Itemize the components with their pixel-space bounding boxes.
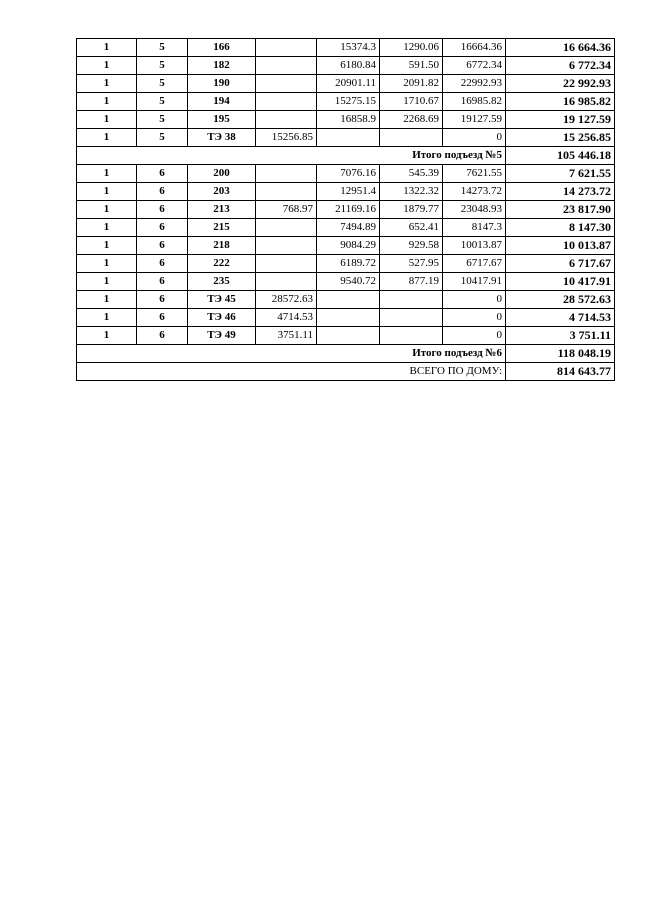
amount-due-cell: 22 992.93 [506,75,615,93]
debt-cell [256,273,317,291]
house-cell: 1 [77,237,137,255]
fee-cell: 1322.32 [380,183,443,201]
subtotal-entrance-6-value: 118 048.19 [506,345,615,363]
amount-due-cell: 8 147.30 [506,219,615,237]
subtotal-entrance-5-row [77,147,615,165]
table-row [77,183,615,201]
debt-cell [256,39,317,57]
apartment-cell: 166 [188,39,256,57]
billing-table-container [76,38,615,381]
amount-due-cell: 7 621.55 [506,165,615,183]
apartment-cell: 215 [188,219,256,237]
table-row [77,165,615,183]
charged-cell [317,309,380,327]
entrance-cell: 5 [137,93,188,111]
charged-cell: 9540.72 [317,273,380,291]
apartment-cell: 213 [188,201,256,219]
charged-cell: 21169.16 [317,201,380,219]
entrance-cell: 5 [137,111,188,129]
apartment-cell: 222 [188,255,256,273]
fee-cell: 652.41 [380,219,443,237]
total-cell: 14273.72 [443,183,506,201]
house-cell: 1 [77,309,137,327]
fee-cell: 2268.69 [380,111,443,129]
total-cell: 23048.93 [443,201,506,219]
entrance-cell: 6 [137,309,188,327]
entrance-cell: 6 [137,273,188,291]
fee-cell [380,309,443,327]
debt-cell: 28572.63 [256,291,317,309]
total-cell: 0 [443,129,506,147]
table-row [77,273,615,291]
charged-cell: 16858.9 [317,111,380,129]
charged-cell: 6180.84 [317,57,380,75]
grand-total-label: ВСЕГО ПО ДОМУ: [77,363,506,381]
subtotal-entrance-5-label: Итого подъезд №5 [77,147,506,165]
house-cell: 1 [77,201,137,219]
entrance-cell: 6 [137,255,188,273]
subtotal-entrance-6-label: Итого подъезд №6 [77,345,506,363]
total-cell: 16664.36 [443,39,506,57]
apartment-cell: 235 [188,273,256,291]
fee-cell: 877.19 [380,273,443,291]
table-row [77,93,615,111]
total-cell: 6772.34 [443,57,506,75]
total-cell: 0 [443,327,506,345]
apartment-cell: 203 [188,183,256,201]
charged-cell: 20901.11 [317,75,380,93]
table-row [77,237,615,255]
charged-cell: 15374.3 [317,39,380,57]
debt-cell: 15256.85 [256,129,317,147]
subtotal-entrance-5-value: 105 446.18 [506,147,615,165]
charged-cell [317,327,380,345]
house-cell: 1 [77,93,137,111]
apartment-cell: ТЭ 49 [188,327,256,345]
house-cell: 1 [77,39,137,57]
debt-cell [256,75,317,93]
table-row [77,309,615,327]
amount-due-cell: 23 817.90 [506,201,615,219]
apartment-cell: 200 [188,165,256,183]
subtotal-entrance-6-row [77,345,615,363]
amount-due-cell: 16 985.82 [506,93,615,111]
entrance-cell: 6 [137,327,188,345]
debt-cell [256,183,317,201]
charged-cell: 12951.4 [317,183,380,201]
debt-cell [256,57,317,75]
total-cell: 6717.67 [443,255,506,273]
debt-cell: 4714.53 [256,309,317,327]
house-cell: 1 [77,165,137,183]
fee-cell: 527.95 [380,255,443,273]
total-cell: 22992.93 [443,75,506,93]
grand-total-row [77,363,615,381]
apartment-cell: 182 [188,57,256,75]
house-cell: 1 [77,57,137,75]
billing-table-body [77,39,615,381]
fee-cell: 929.58 [380,237,443,255]
amount-due-cell: 10 417.91 [506,273,615,291]
debt-cell [256,93,317,111]
table-row [77,219,615,237]
table-row [77,111,615,129]
debt-cell [256,111,317,129]
table-row [77,255,615,273]
amount-due-cell: 16 664.36 [506,39,615,57]
house-cell: 1 [77,129,137,147]
entrance-cell: 5 [137,129,188,147]
house-cell: 1 [77,111,137,129]
fee-cell [380,327,443,345]
debt-cell: 768.97 [256,201,317,219]
table-row [77,129,615,147]
table-row [77,39,615,57]
entrance-cell: 5 [137,57,188,75]
house-cell: 1 [77,75,137,93]
entrance-cell: 6 [137,237,188,255]
entrance-cell: 6 [137,219,188,237]
total-cell: 19127.59 [443,111,506,129]
entrance-cell: 5 [137,75,188,93]
amount-due-cell: 28 572.63 [506,291,615,309]
amount-due-cell: 4 714.53 [506,309,615,327]
apartment-cell: ТЭ 38 [188,129,256,147]
entrance-cell: 5 [137,39,188,57]
charged-cell [317,129,380,147]
house-cell: 1 [77,219,137,237]
debt-cell [256,165,317,183]
entrance-cell: 6 [137,201,188,219]
amount-due-cell: 19 127.59 [506,111,615,129]
apartment-cell: 190 [188,75,256,93]
house-cell: 1 [77,255,137,273]
debt-cell [256,219,317,237]
table-row [77,327,615,345]
charged-cell: 15275.15 [317,93,380,111]
charged-cell: 6189.72 [317,255,380,273]
table-row [77,57,615,75]
charged-cell: 7494.89 [317,219,380,237]
amount-due-cell: 6 772.34 [506,57,615,75]
apartment-cell: 195 [188,111,256,129]
table-row [77,75,615,93]
billing-table [76,38,615,381]
fee-cell: 1290.06 [380,39,443,57]
house-cell: 1 [77,183,137,201]
debt-cell: 3751.11 [256,327,317,345]
fee-cell: 591.50 [380,57,443,75]
fee-cell: 1879.77 [380,201,443,219]
apartment-cell: 218 [188,237,256,255]
total-cell: 7621.55 [443,165,506,183]
total-cell: 10417.91 [443,273,506,291]
fee-cell: 1710.67 [380,93,443,111]
total-cell: 10013.87 [443,237,506,255]
charged-cell [317,291,380,309]
entrance-cell: 6 [137,183,188,201]
table-row [77,291,615,309]
amount-due-cell: 14 273.72 [506,183,615,201]
house-cell: 1 [77,291,137,309]
total-cell: 16985.82 [443,93,506,111]
apartment-cell: ТЭ 46 [188,309,256,327]
amount-due-cell: 6 717.67 [506,255,615,273]
grand-total-value: 814 643.77 [506,363,615,381]
house-cell: 1 [77,273,137,291]
fee-cell [380,129,443,147]
total-cell: 0 [443,309,506,327]
charged-cell: 9084.29 [317,237,380,255]
fee-cell [380,291,443,309]
apartment-cell: 194 [188,93,256,111]
debt-cell [256,237,317,255]
amount-due-cell: 10 013.87 [506,237,615,255]
table-row [77,201,615,219]
total-cell: 8147.3 [443,219,506,237]
house-cell: 1 [77,327,137,345]
fee-cell: 545.39 [380,165,443,183]
entrance-cell: 6 [137,291,188,309]
total-cell: 0 [443,291,506,309]
entrance-cell: 6 [137,165,188,183]
amount-due-cell: 15 256.85 [506,129,615,147]
charged-cell: 7076.16 [317,165,380,183]
debt-cell [256,255,317,273]
fee-cell: 2091.82 [380,75,443,93]
amount-due-cell: 3 751.11 [506,327,615,345]
apartment-cell: ТЭ 45 [188,291,256,309]
